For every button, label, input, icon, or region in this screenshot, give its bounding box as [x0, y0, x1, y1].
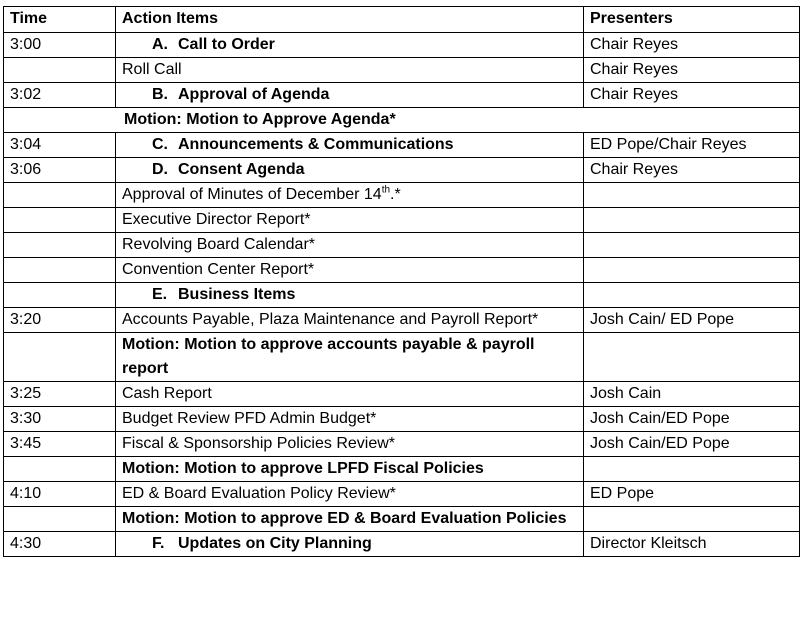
table-row: [4, 382, 800, 407]
presenter-cell: [584, 183, 800, 208]
action-cell: [116, 83, 584, 108]
time-cell: 3:20: [4, 308, 116, 333]
action-cell: Roll Call: [116, 58, 584, 83]
table-row: [4, 308, 800, 333]
action-cell: [116, 532, 584, 557]
presenter-cell: [584, 208, 800, 233]
time-cell: 3:25: [4, 382, 116, 407]
table-row: [4, 283, 800, 308]
time-cell: 4:30: [4, 532, 116, 557]
time-cell: 3:06: [4, 158, 116, 183]
action-cell: Budget Review PFD Admin Budget*: [116, 407, 584, 432]
time-column-header: Time: [4, 7, 116, 33]
table-row: [4, 432, 800, 457]
section-title: Approval of Agenda: [178, 86, 330, 103]
time-cell: 3:02: [4, 83, 116, 108]
section-letter: C.: [152, 136, 168, 153]
section-heading: [122, 133, 454, 157]
motion-row: [4, 108, 800, 133]
time-cell: [4, 457, 116, 482]
time-cell: 3:45: [4, 432, 116, 457]
section-heading: [122, 83, 329, 107]
presenter-cell: ED Pope/Chair Reyes: [584, 133, 800, 158]
presenter-cell: [584, 233, 800, 258]
action-cell: Motion: Motion to approve ED & Board Evaluation Policies: [116, 507, 584, 532]
time-cell: 3:30: [4, 407, 116, 432]
time-cell: [4, 333, 116, 382]
presenter-cell: Chair Reyes: [584, 83, 800, 108]
section-heading: [122, 158, 305, 182]
presenter-cell: [584, 507, 800, 532]
time-cell: [4, 258, 116, 283]
action-cell: [116, 158, 584, 183]
action-cell: Executive Director Report*: [116, 208, 584, 233]
time-cell: [4, 283, 116, 308]
presenter-cell: [584, 283, 800, 308]
section-heading: [122, 532, 372, 556]
action-text: Approval of Minutes of December 14: [122, 186, 382, 203]
table-row: [4, 407, 800, 432]
action-cell: [116, 283, 584, 308]
presenter-cell: [584, 258, 800, 283]
action-cell: Motion: Motion to approve LPFD Fiscal Policies: [116, 457, 584, 482]
table-row: [4, 482, 800, 507]
agenda-table: [3, 6, 800, 557]
action-items-column-header: Action Items: [116, 7, 584, 33]
section-letter: A.: [152, 36, 168, 53]
section-title: Updates on City Planning: [178, 535, 372, 552]
presenter-cell: Chair Reyes: [584, 58, 800, 83]
action-cell: Accounts Payable, Plaza Maintenance and Payroll Report*: [116, 308, 584, 333]
time-cell: 3:00: [4, 33, 116, 58]
table-row: [4, 83, 800, 108]
section-title: Consent Agenda: [178, 161, 305, 178]
ordinal-suffix: th: [381, 184, 391, 196]
section-letter: E.: [152, 286, 168, 303]
presenter-cell: Director Kleitsch: [584, 532, 800, 557]
presenter-cell: Chair Reyes: [584, 33, 800, 58]
section-heading: [122, 33, 275, 57]
action-cell: Convention Center Report*: [116, 258, 584, 283]
time-cell: [4, 507, 116, 532]
action-cell: [116, 33, 584, 58]
section-heading: [122, 283, 295, 307]
action-cell: [116, 133, 584, 158]
section-letter: B.: [152, 86, 168, 103]
time-cell: [4, 233, 116, 258]
action-cell: ED & Board Evaluation Policy Review*: [116, 482, 584, 507]
action-cell: Revolving Board Calendar*: [116, 233, 584, 258]
action-cell: Fiscal & Sponsorship Policies Review*: [116, 432, 584, 457]
section-letter: F.: [152, 535, 165, 552]
action-text-suffix: .*: [390, 186, 401, 203]
table-row: [4, 133, 800, 158]
presenter-cell: Josh Cain/ED Pope: [584, 432, 800, 457]
table-row: [4, 208, 800, 233]
table-row: [4, 333, 800, 382]
motion-text: Motion: Motion to Approve Agenda*: [124, 111, 396, 128]
time-cell: 3:04: [4, 133, 116, 158]
presenter-cell: Josh Cain/ ED Pope: [584, 308, 800, 333]
table-row: [4, 258, 800, 283]
time-cell: [4, 58, 116, 83]
action-cell: Motion: Motion to approve accounts payable & payroll report: [116, 333, 584, 382]
table-row: [4, 457, 800, 482]
motion-cell: [4, 108, 800, 133]
time-cell: 4:10: [4, 482, 116, 507]
table-row: [4, 233, 800, 258]
table-row: [4, 183, 800, 208]
table-row: [4, 33, 800, 58]
presenter-cell: [584, 333, 800, 382]
header-row: [4, 7, 800, 33]
section-title: Announcements & Communications: [178, 136, 454, 153]
presenter-cell: ED Pope: [584, 482, 800, 507]
table-row: [4, 532, 800, 557]
presenter-cell: Chair Reyes: [584, 158, 800, 183]
table-row: [4, 507, 800, 532]
presenters-column-header: Presenters: [584, 7, 800, 33]
action-cell: [116, 183, 584, 208]
section-title: Business Items: [178, 286, 296, 303]
presenter-cell: Josh Cain: [584, 382, 800, 407]
presenter-cell: Josh Cain/ED Pope: [584, 407, 800, 432]
presenter-cell: [584, 457, 800, 482]
table-row: [4, 158, 800, 183]
section-title: Call to Order: [178, 36, 275, 53]
section-letter: D.: [152, 161, 168, 178]
time-cell: [4, 183, 116, 208]
action-cell: Cash Report: [116, 382, 584, 407]
table-row: [4, 58, 800, 83]
time-cell: [4, 208, 116, 233]
